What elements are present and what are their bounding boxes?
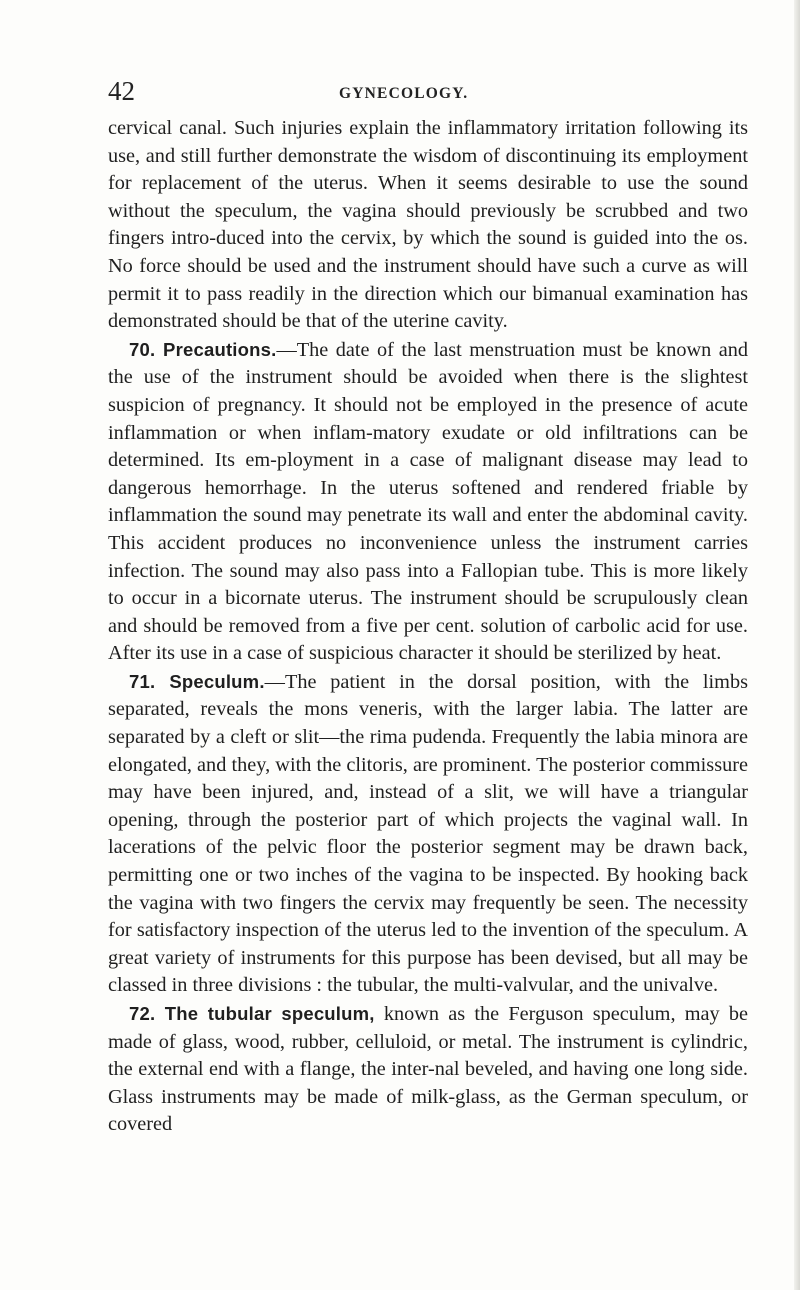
section-heading-precautions: 70. Precautions. (129, 338, 277, 360)
section-70-paragraph (108, 336, 748, 668)
page-number: 42 (108, 76, 135, 106)
section-text: known as the Ferguson speculum, may be made of glass, wood, rubber, celluloid, or metal. The instrument is cylindric, the external end with a flange, the inter-nal beveled, and having one long side. Glass instruments may be made of milk-glass, as the German speculum, or covered (108, 1003, 749, 1136)
body-text (108, 115, 748, 1139)
section-72-paragraph (108, 1000, 748, 1139)
section-text: —The patient in the dorsal position, with the limbs separated, reveals the mons veneris, with the larger labia. The latter are separated by a cleft or slit—the rima pudenda. Frequently the labia minora are elongated, and they, with the clitoris, are prominent. The posterior commissure may have been injured, and, instead of a slit, we will have a triangular opening, through the posterior part of which projects the vaginal wall. In lacerations of the pelvic floor the posterior segment may be drawn back, permitting one or two inches of the vagina to be inspected. By hooking back the vagina with two fingers the cervix may frequently be seen. The necessity for satisfactory inspection of the uterus led to the invention of the speculum. A great variety of instruments for this purpose has been devised, but all may be classed in three divisions : the tubular, the multi-valvular, and the univalve. (108, 670, 748, 997)
section-heading-speculum: 71. Speculum. (129, 670, 265, 692)
page-header (108, 76, 748, 106)
section-71-paragraph (108, 668, 748, 1000)
running-head: GYNECOLOGY. (339, 85, 469, 102)
continuation-paragraph: cervical canal. Such injuries explain the inflammatory irritation following its use, and still further demonstrate the wisdom of discontinuing its employment for replacement of the uterus. When it seems desirable to use the sound without the speculum, the vagina should previously be scrubbed and two fingers intro-duced into the cervix, by which the sound is guided into the os. No force should be used and the instrument should have such a curve as will permit it to pass readily in the direction which our bimanual examination has demonstrated should be that of the uterine cavity. (108, 117, 748, 333)
page-edge-shadow (794, 0, 800, 1290)
section-text: —The date of the last menstruation must be known and the use of the instrument should be avoided when there is the slightest suspicion of pregnancy. It should not be employed in the presence of acute inflammation or when inflam-matory exudate or old infiltrations can be determined. Its em-ployment in a case of malignant disease may lead to dangerous hemorrhage. In the uterus softened and rendered friable by inflammation the sound may penetrate its wall and enter the abdominal cavity. This accident produces no inconvenience unless the instrument carries infection. The sound may also pass into a Fallopian tube. This is more likely to occur in a bicornate uterus. The instrument should be scrupulously clean and should be removed from a five per cent. solution of carbolic acid for use. After its use in a case of suspicious character it should be sterilized by heat. (108, 338, 749, 665)
section-heading-tubular-speculum: 72. The tubular speculum, (129, 1003, 375, 1024)
